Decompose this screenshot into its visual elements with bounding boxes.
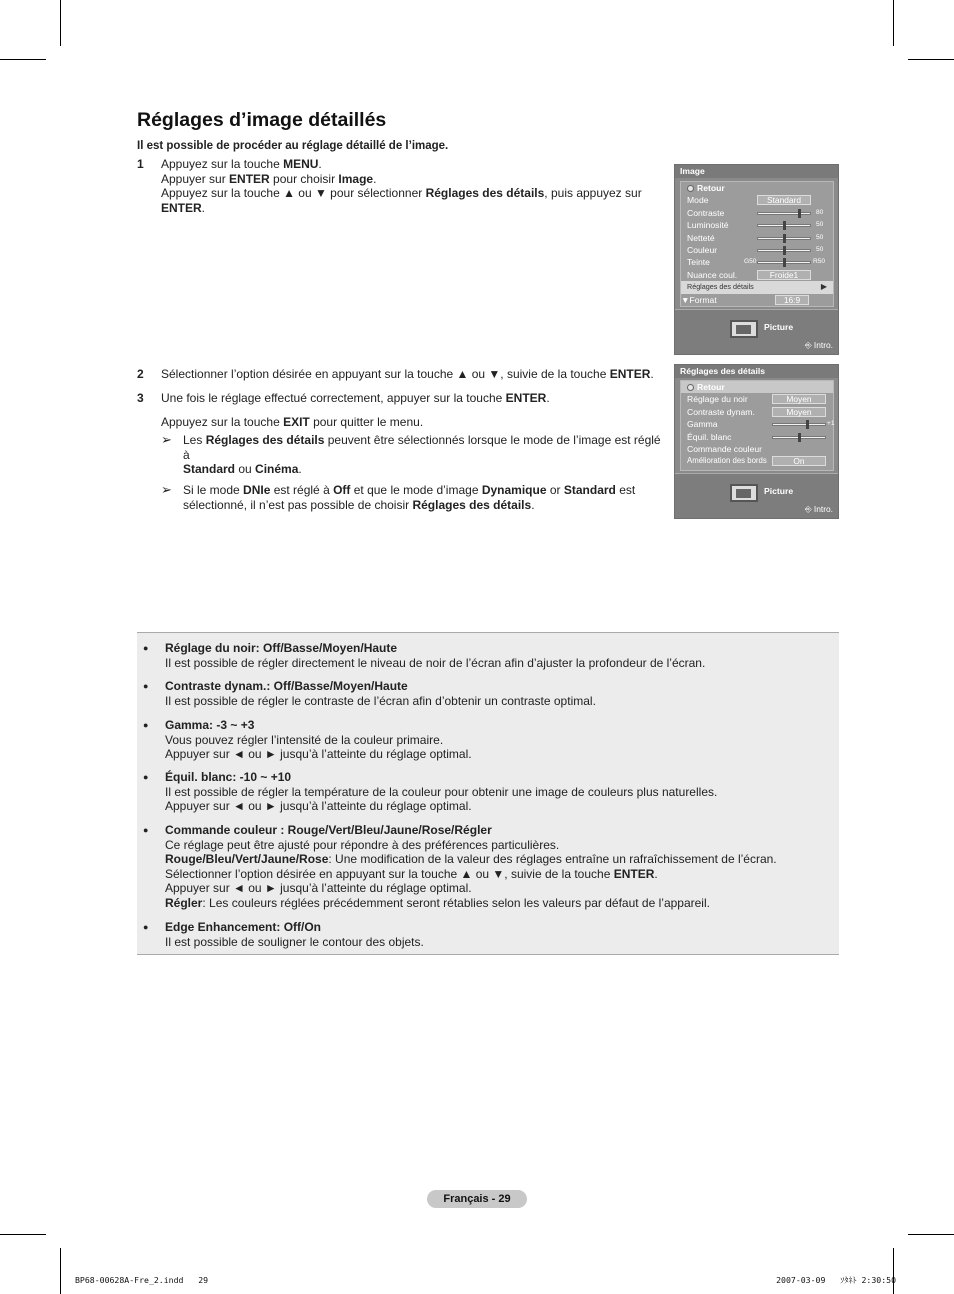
menu-back[interactable]: Retour: [681, 182, 833, 194]
step-2: [137, 367, 667, 382]
menu-item-gamma[interactable]: Gamma +1: [687, 419, 835, 430]
osd-header: Image: [675, 165, 838, 178]
crop-mark: [60, 0, 61, 46]
step-number: 1: [137, 157, 144, 171]
osd-menu-list: [680, 380, 834, 471]
page-number: Français - 29: [427, 1190, 527, 1208]
bullet-icon: ●: [143, 681, 149, 691]
menu-item-equil-blanc[interactable]: Équil. blanc: [681, 431, 833, 443]
feature-text: Il est possible de régler directement le niveau de noir de l’écran afin d’ajuster la profondeur de l’écran.: [165, 655, 706, 670]
step-line: Une fois le réglage effectué correctement, appuyer sur la touche ENTER.: [161, 391, 550, 405]
feature-item: [143, 641, 825, 670]
menu-item-commande-couleur[interactable]: Commande couleur: [687, 443, 762, 454]
step-3: [137, 391, 667, 512]
menu-item-nuance[interactable]: Nuance coul. Froide1: [681, 269, 833, 281]
feature-text: Régler: Les couleurs réglées précédemment seront rétablies selon les valeurs par défaut de l’appareil.: [165, 895, 710, 910]
menu-item-amelioration-bords[interactable]: Amélioration des bords On: [681, 455, 833, 467]
bullet-icon: ●: [143, 643, 149, 653]
arrow-right-icon: ▶: [820, 282, 827, 292]
intro-label: ⎆ Intro.: [804, 504, 833, 514]
menu-item-couleur[interactable]: Couleur 50: [687, 244, 824, 255]
slider[interactable]: [772, 423, 826, 426]
slug-left: BP68-00628A-Fre_2.indd 29: [75, 1275, 209, 1285]
slider-knob: [783, 258, 786, 267]
feature-text: Rouge/Bleu/Vert/Jaune/Rose: Une modification de la valeur des réglages entraîne un rafraîchissement de l’écran.: [165, 852, 777, 867]
enter-icon: ⎆: [804, 504, 814, 514]
slider[interactable]: [757, 224, 811, 227]
bullet-icon: ●: [143, 825, 149, 835]
feature-text: Appuyer sur ◄ ou ► jusqu’à l’atteinte du réglage optimal.: [165, 799, 472, 814]
step-line: Appuyer sur ENTER pour choisir Image.: [161, 171, 377, 186]
note-arrow-icon: ➢: [161, 432, 172, 448]
crop-mark: [0, 1234, 46, 1235]
back-icon: [687, 384, 694, 391]
menu-item-contraste-dynam[interactable]: Contraste dynam. Moyen: [681, 406, 833, 418]
enter-icon: ⎆: [804, 340, 814, 350]
feature-text: Il est possible de régler le contraste de l’écran afin d’obtenir un contraste optimal.: [165, 693, 596, 708]
feature-text: Sélectionner l’option désirée en appuyant sur la touche ▲ ou ▼, suivie de la touche ENTER.: [165, 866, 658, 881]
crop-mark: [908, 1234, 954, 1235]
value-box: Standard: [757, 195, 811, 205]
value-box: On: [772, 456, 826, 466]
feature-heading: Gamma: -3 ~ +3: [165, 718, 255, 732]
slider-knob: [798, 209, 801, 218]
footer-label: Picture: [764, 322, 794, 332]
slider[interactable]: [757, 261, 811, 264]
note: ➢ Les Réglages des détails peuvent être sélectionnés lorsque le mode de l’image est réglé à Standard ou Cinéma.: [161, 432, 661, 477]
feature-heading: Réglage du noir: Off/Basse/Moyen/Haute: [165, 641, 398, 655]
menu-item-nettete[interactable]: Netteté 50: [687, 232, 824, 243]
menu-item-teinte[interactable]: Teinte G50 R50: [687, 257, 826, 268]
feature-item: [143, 823, 825, 911]
menu-item-reglages-details[interactable]: Réglages des détails ▶: [681, 281, 833, 293]
feature-heading: Équil. blanc: -10 ~ +10: [165, 770, 292, 784]
bullet-icon: ●: [143, 772, 149, 782]
step-line: Sélectionner l’option désirée en appuyant sur la touche ▲ ou ▼, suivie de la touche ENTER.: [161, 367, 654, 381]
step-1: [137, 157, 667, 215]
slider-knob: [783, 221, 786, 230]
slider-knob: [798, 433, 801, 442]
page-title: Réglages d’image détaillés: [137, 109, 387, 131]
feature-item: [143, 770, 825, 814]
value-box: Moyen: [772, 407, 826, 417]
value-box: Moyen: [772, 394, 826, 404]
slider[interactable]: [757, 212, 811, 215]
step-number: 2: [137, 367, 144, 381]
crop-mark: [908, 59, 954, 60]
slider-knob: [783, 246, 786, 255]
menu-item-contraste[interactable]: Contraste 80: [687, 207, 824, 218]
feature-item: [143, 920, 825, 949]
tv-picture-icon: [730, 484, 758, 502]
note: ➢ Si le mode DNIe est réglé à Off et que le mode d’image Dynamique or Standard est sélectionné, il n’est pas possible de choisir Réglages des détails.: [161, 481, 636, 512]
feature-heading: Contraste dynam.: Off/Basse/Moyen/Haute: [165, 679, 408, 693]
feature-text: Appuyer sur ◄ ou ► jusqu’à l’atteinte du réglage optimal.: [165, 881, 472, 896]
slider-knob: [806, 420, 809, 429]
step-line: Appuyez sur la touche EXIT pour quitter le menu.: [161, 414, 424, 429]
step-line: Appuyez sur la touche ▲ ou ▼ pour sélectionner Réglages des détails, puis appuyez sur: [161, 186, 642, 201]
osd-header: Réglages des détails: [675, 365, 838, 378]
step-line: ENTER.: [161, 200, 206, 215]
features-box: [137, 632, 839, 955]
crop-mark: [893, 0, 894, 46]
slider[interactable]: [757, 249, 811, 252]
menu-item-luminosite[interactable]: Luminosité 50: [687, 220, 824, 231]
intro-text: Il est possible de procéder au réglage détaillé de l’image.: [137, 140, 449, 152]
feature-text: Il est possible de souligner le contour des objets.: [165, 934, 424, 949]
note-arrow-icon: ➢: [161, 481, 172, 497]
crop-mark: [0, 59, 46, 60]
osd-footer: [675, 473, 838, 518]
slider[interactable]: [772, 436, 826, 439]
menu-item-reglage-noir[interactable]: Réglage du noir Moyen: [681, 393, 833, 405]
footer-label: Picture: [764, 486, 794, 496]
osd-details-menu: [674, 364, 839, 519]
feature-text: Il est possible de régler la température de la couleur pour obtenir une image de couleurs plus naturelles.: [165, 784, 718, 799]
feature-item: [143, 718, 825, 762]
feature-text: Ce réglage peut être ajusté pour répondre à des préférences particulières.: [165, 837, 560, 852]
feature-text: Appuyer sur ◄ ou ► jusqu’à l’atteinte du réglage optimal.: [165, 747, 472, 762]
feature-text: Vous pouvez régler l’intensité de la couleur primaire.: [165, 732, 444, 747]
menu-item-mode[interactable]: Mode Standard: [681, 194, 833, 206]
osd-image-menu: [674, 164, 839, 355]
crop-mark: [60, 1248, 61, 1294]
step-line: Appuyez sur la touche MENU.: [161, 157, 322, 171]
osd-menu-list: [680, 181, 834, 307]
back-icon: [687, 185, 694, 192]
tv-picture-icon: [730, 320, 758, 338]
bullet-icon: ●: [143, 922, 149, 932]
slug-right: 2007-03-09 ｿﾀﾈﾄ 2:30:50: [776, 1275, 896, 1285]
value-box: Froide1: [757, 270, 811, 280]
feature-heading: Commande couleur : Rouge/Vert/Bleu/Jaune/Rose/Régler: [165, 823, 492, 837]
feature-item: [143, 679, 825, 708]
menu-back[interactable]: Retour: [681, 381, 833, 393]
value-box: 16:9: [775, 295, 809, 305]
step-number: 3: [137, 391, 144, 405]
intro-label: ⎆ Intro.: [804, 340, 833, 350]
menu-item-format[interactable]: ▼Format 16:9: [681, 294, 833, 306]
bullet-icon: ●: [143, 720, 149, 730]
osd-footer: [675, 309, 838, 354]
slider-knob: [783, 234, 786, 243]
slider[interactable]: [757, 237, 811, 240]
feature-heading: Edge Enhancement: Off/On: [165, 920, 322, 934]
